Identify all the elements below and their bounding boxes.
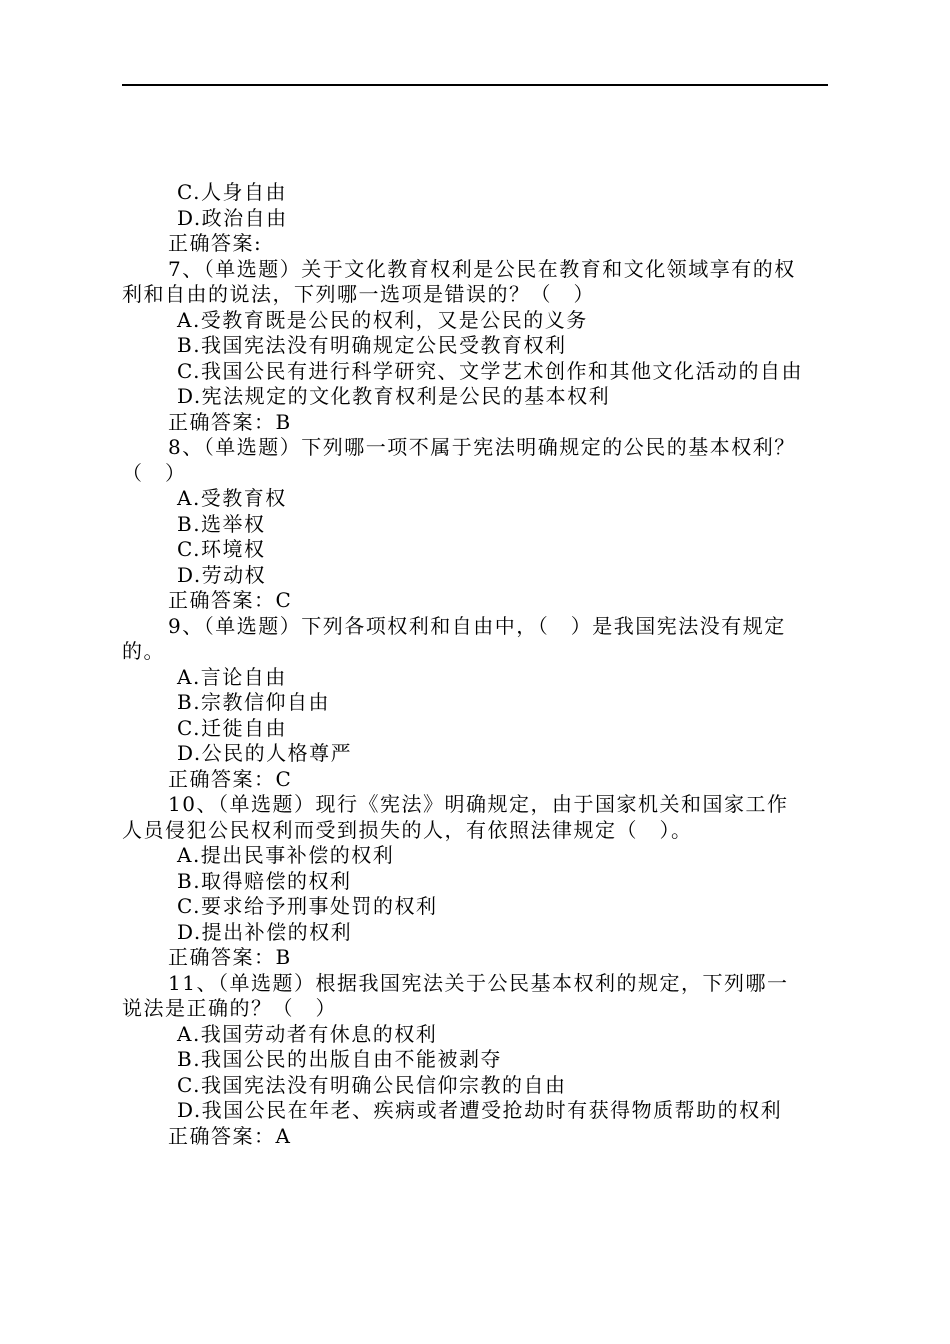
option-c: C.我国公民有进行科学研究、文学艺术创作和其他文化活动的自由 (177, 358, 803, 383)
option-d: D.我国公民在年老、疾病或者遭受抢劫时有获得物质帮助的权利 (177, 1098, 783, 1122)
option-a: A.受教育权 (177, 486, 287, 510)
question-text: 利和自由的说法，下列哪一选项是错误的？（ ） (122, 282, 595, 306)
question-text: 的。 (122, 639, 165, 663)
option-d: D.政治自由 (177, 205, 288, 230)
option-c: C.迁徙自由 (177, 715, 287, 740)
option-d: D.宪法规定的文化教育权利是公民的基本权利 (177, 384, 611, 408)
option-b: B.我国公民的出版自由不能被剥夺 (177, 1047, 503, 1071)
option-a: A.受教育既是公民的权利，又是公民的义务 (177, 307, 588, 332)
answer-line: 正确答案：B (168, 409, 292, 434)
option-a: A.我国劳动者有休息的权利 (177, 1021, 438, 1046)
option-b: B.宗教信仰自由 (177, 690, 331, 714)
question-list (122, 180, 834, 1149)
option-b: B.选举权 (177, 511, 266, 536)
option-a: A.提出民事补偿的权利 (177, 843, 395, 867)
question-text: 7、（单选题）关于文化教育权利是公民在教育和文化领域享有的权 (168, 256, 796, 281)
question-text: （ ） (122, 460, 187, 485)
question-text: 9、（单选题）下列各项权利和自由中，（ ）是我国宪法没有规定 (168, 613, 786, 638)
header-rule (122, 84, 828, 86)
option-d: D.提出补偿的权利 (177, 919, 353, 944)
answer-line: 正确答案：C (168, 588, 293, 612)
answer-line: 正确答案: (168, 231, 263, 255)
answer-line: 正确答案：A (168, 1123, 292, 1148)
option-a: A.言论自由 (177, 664, 287, 689)
question-text: 8、（单选题）下列哪一项不属于宪法明确规定的公民的基本权利？ (168, 435, 796, 459)
question-text: 人员侵犯公民权利而受到损失的人，有依照法律规定（ ）。 (122, 817, 693, 842)
option-d: D.公民的人格尊严 (177, 741, 353, 765)
question-text: 11、（单选题）根据我国宪法关于公民基本权利的规定，下列哪一 (168, 970, 789, 995)
question-text: 说法是正确的？（ ） (122, 996, 337, 1020)
option-b: B.取得赔偿的权利 (177, 868, 352, 893)
answer-line: 正确答案：B (168, 945, 292, 969)
option-c: C.人身自由 (177, 180, 287, 204)
option-d: D.劳动权 (177, 562, 267, 587)
question-text: 10、（单选题）现行《宪法》明确规定，由于国家机关和国家工作 (168, 792, 789, 816)
option-c: C.我国宪法没有明确公民信仰宗教的自由 (177, 1072, 567, 1097)
option-c: C.要求给予刑事处罚的权利 (177, 894, 438, 918)
option-b: B.我国宪法没有明确规定公民受教育权利 (177, 333, 567, 357)
option-c: C.环境权 (177, 537, 266, 561)
answer-line: 正确答案：C (168, 766, 293, 791)
